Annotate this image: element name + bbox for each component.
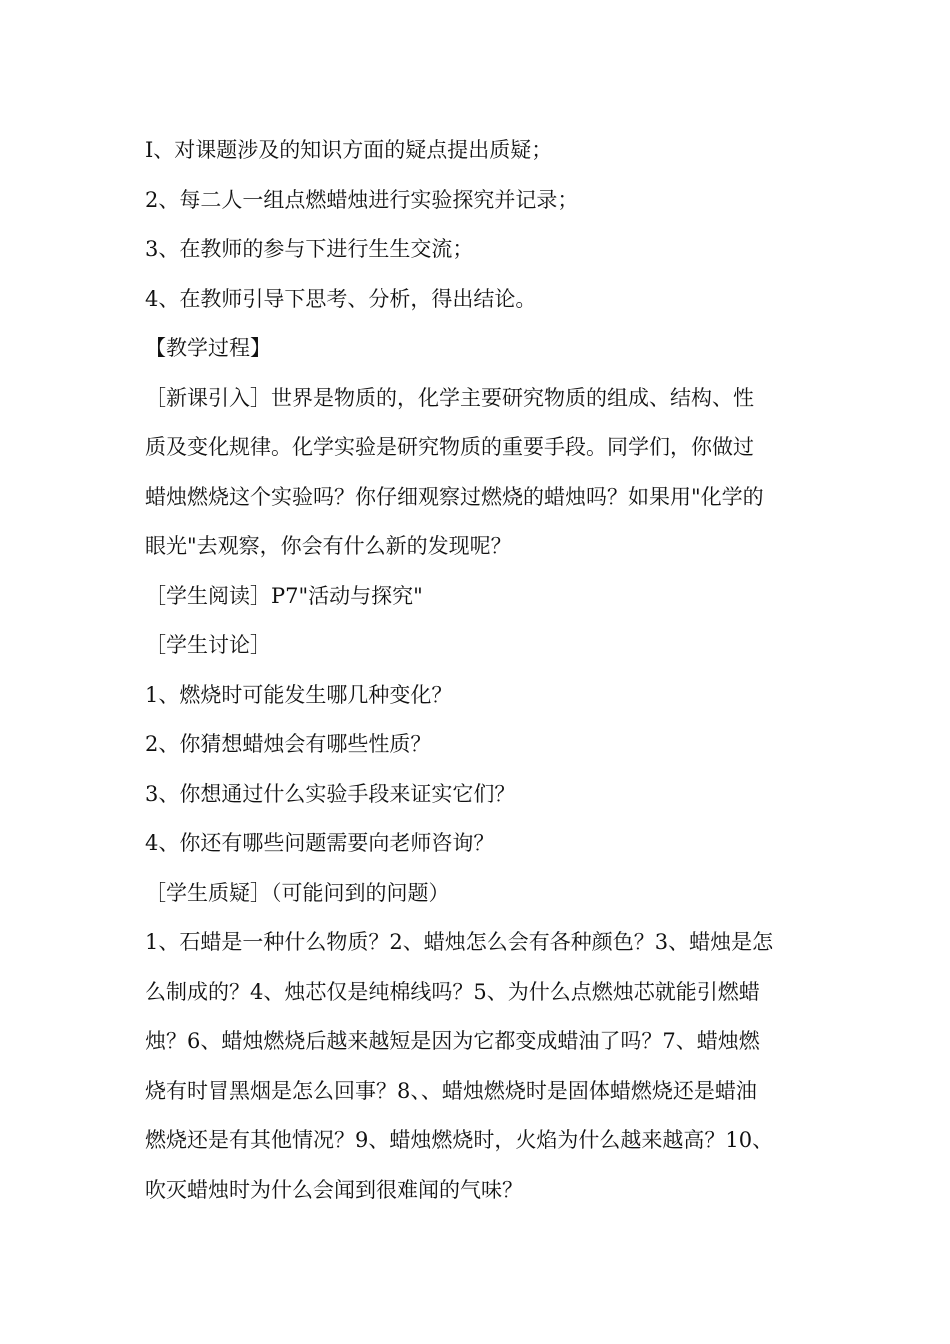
questions-paragraph-line-1: 1、石蜡是一种什么物质？2、蜡烛怎么会有各种颜色？3、蜡烛是怎	[145, 930, 774, 954]
section-heading-teaching-process: 【教学过程】	[145, 336, 271, 360]
discussion-question-2: 2、你猜想蜡烛会有哪些性质？	[145, 732, 432, 756]
objective-line-3: 3、在教师的参与下进行生生交流；	[145, 237, 474, 261]
student-discussion-heading: ［学生讨论］	[145, 633, 271, 657]
intro-paragraph-line-4: 眼光"去观察，你会有什么新的发现呢？	[145, 534, 512, 558]
student-reading-line: ［学生阅读］P7"活动与探究"	[145, 583, 423, 608]
questions-paragraph-line-5: 燃烧还是有其他情况？9、蜡烛燃烧时，火焰为什么越来越高？10、	[145, 1128, 774, 1152]
intro-paragraph-line-1: ［新课引入］世界是物质的，化学主要研究物质的组成、结构、性	[145, 385, 754, 410]
discussion-question-4: 4、你还有哪些问题需要向老师咨询？	[145, 831, 495, 855]
objective-line-2: 2、每二人一组点燃蜡烛进行实验探究并记录；	[145, 187, 579, 212]
document-body	[145, 126, 820, 1215]
student-questions-heading: ［学生质疑］（可能问到的问题）	[145, 880, 450, 905]
questions-paragraph-line-4: 烧有时冒黑烟是怎么回事？8、、蜡烛燃烧时是固体蜡燃烧还是蜡油	[145, 1078, 757, 1103]
questions-paragraph-line-2: 么制成的？4、烛芯仅是纯棉线吗？5、为什么点燃烛芯就能引燃蜡	[145, 979, 760, 1004]
discussion-question-3: 3、你想通过什么实验手段来证实它们？	[145, 781, 516, 806]
intro-paragraph-line-2: 质及变化规律。化学实验是研究物质的重要手段。同学们，你做过	[145, 435, 754, 459]
objective-line-4: 4、在教师引导下思考、分析，得出结论。	[145, 286, 537, 311]
discussion-question-1: 1、燃烧时可能发生哪几种变化？	[145, 682, 453, 707]
intro-paragraph-line-3: 蜡烛燃烧这个实验吗？你仔细观察过燃烧的蜡烛吗？如果用"化学的	[145, 484, 764, 509]
objective-line-1: I、对课题涉及的知识方面的疑点提出质疑；	[145, 138, 553, 162]
questions-paragraph-line-6: 吹灭蜡烛时为什么会闻到很难闻的气味？	[145, 1177, 523, 1202]
questions-paragraph-line-3: 烛？6、蜡烛燃烧后越来越短是因为它都变成蜡油了吗？7、蜡烛燃	[145, 1029, 760, 1053]
